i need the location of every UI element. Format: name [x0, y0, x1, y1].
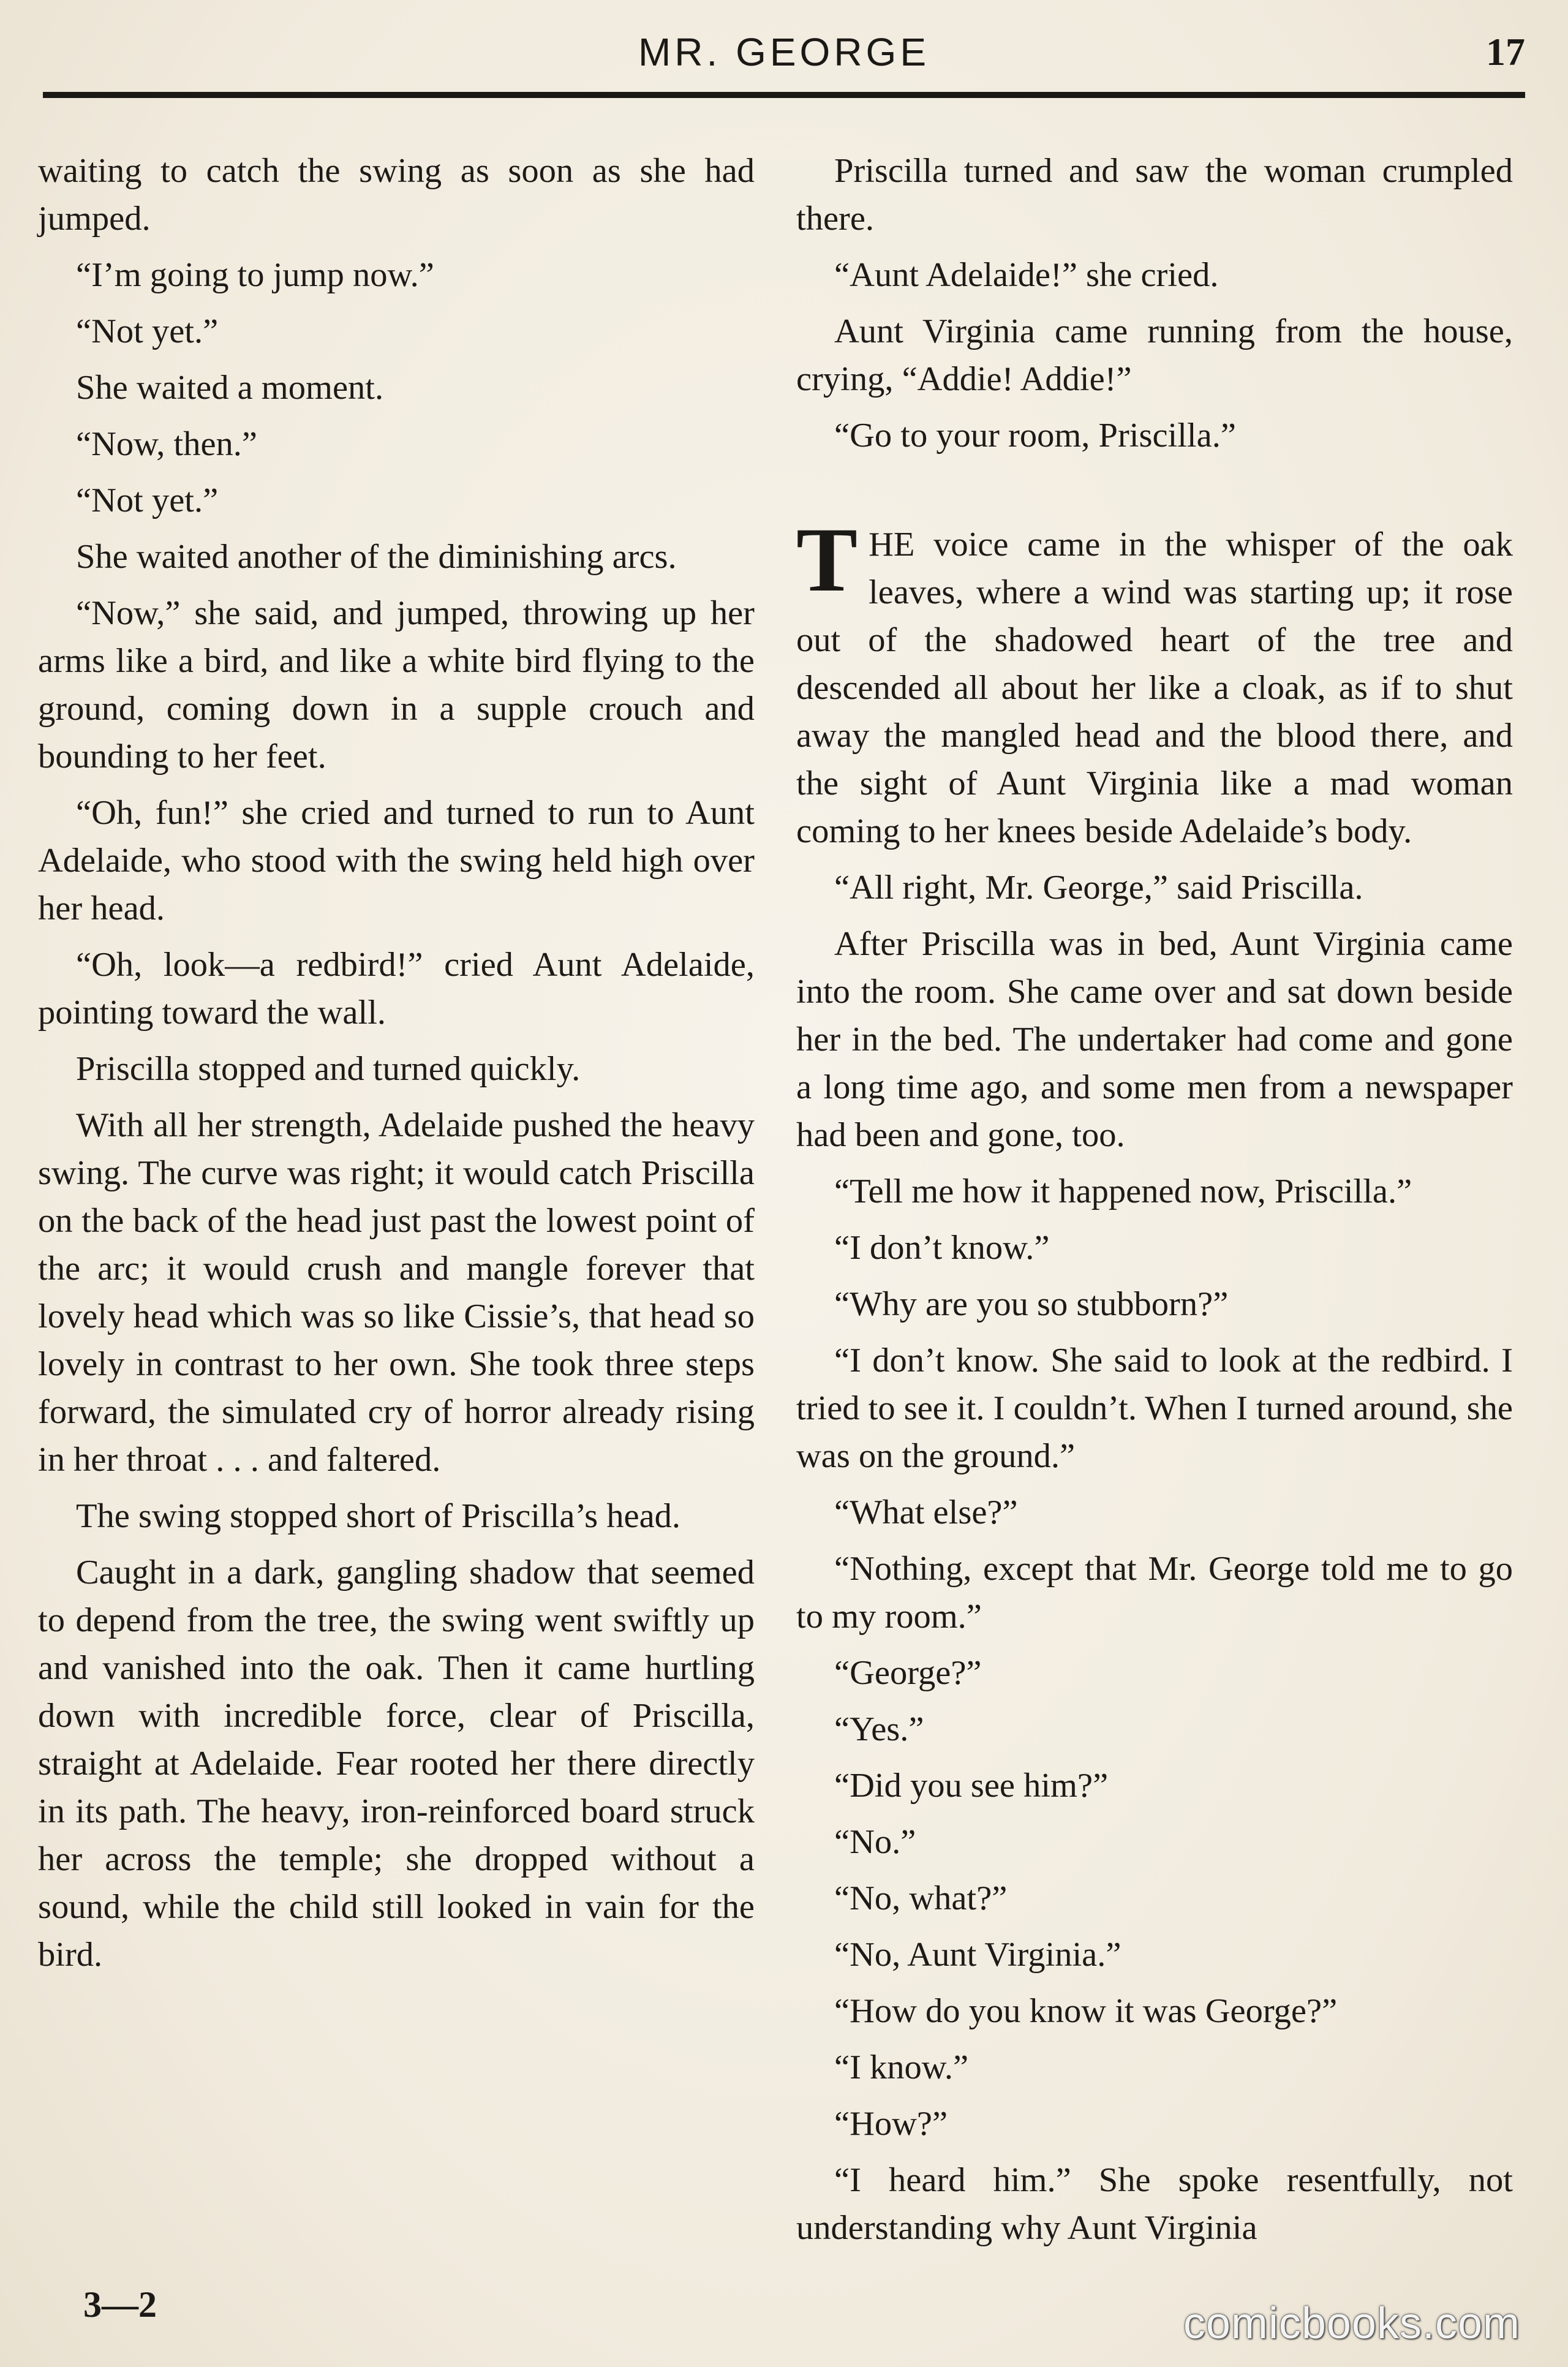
paragraph: “Now,” she said, and jumped, throwing up her arms like a bird, and like a white bird flying to the ground, coming down in a supple crouch and bounding to her feet.	[38, 594, 755, 776]
paragraph: “Not yet.”	[76, 481, 219, 519]
paragraph: With all her strength, Adelaide pushed the heavy swing. The curve was right; it would catch Priscilla on the back of the head just past the lowest point of the arc; it would crush and mangle forever that lovely head which was so like Cissie’s, that head so lovely in contrast to her own. She took three steps forward, the simulated cry of horror already rising in her throat . . . and faltered.	[38, 1106, 755, 1479]
signature-mark: 3—2	[83, 2284, 157, 2325]
paragraph: “I know.”	[834, 2048, 969, 2086]
paragraph: “Oh, fun!” she cried and turned to run to Aunt Adelaide, who stood with the swing held high over her head.	[38, 794, 755, 927]
right-column	[796, 147, 1513, 2260]
paragraph: She waited another of the diminishing arcs.	[76, 538, 677, 576]
paragraph: Priscilla turned and saw the woman crumpled there.	[796, 152, 1513, 238]
paragraph: “Oh, look—a redbird!” cried Aunt Adelaide, pointing toward the wall.	[38, 946, 755, 1032]
paragraph: “How?”	[834, 2105, 948, 2143]
drop-cap: T	[796, 509, 858, 611]
running-head: MR. GEORGE	[638, 30, 930, 74]
page-header	[43, 25, 1525, 92]
paragraph: waiting to catch the swing as soon as she had jumped.	[38, 152, 755, 238]
paragraph: Aunt Virginia came running from the house, crying, “Addie! Addie!”	[796, 312, 1513, 398]
paragraph: “No.”	[834, 1823, 916, 1861]
page-number: 17	[1486, 30, 1525, 74]
paragraph: “Why are you so stubborn?”	[834, 1285, 1229, 1323]
paragraph: “I’m going to jump now.”	[76, 256, 434, 294]
paragraph: “How do you know it was George?”	[834, 1992, 1338, 2030]
paragraph: “Not yet.”	[76, 312, 219, 350]
paragraph: “Nothing, except that Mr. George told me to go to my room.”	[796, 1550, 1513, 1636]
paragraph: “No, what?”	[834, 1879, 1008, 1917]
paragraph: She waited a moment.	[76, 369, 384, 407]
paragraph: Caught in a dark, gangling shadow that seemed to depend from the tree, the swing went swiftly up and vanished into the oak. Then it came hurtling down with incredible force, clear of Priscilla, straight at Adelaide. Fear rooted her there directly in its path. The heavy, iron-reinforced board struck her across the temple; she dropped without a sound, while the child still looked in vain for the bird.	[38, 1553, 755, 1974]
paragraph: “I don’t know.”	[834, 1229, 1050, 1267]
paragraph: After Priscilla was in bed, Aunt Virginia came into the room. She came over and sat down beside her in the bed. The undertaker had come and gone a long time ago, and some men from a newspaper had been and gone, too.	[796, 925, 1513, 1154]
paragraph: “Aunt Adelaide!” she cried.	[834, 256, 1219, 294]
paragraph: “Yes.”	[834, 1710, 924, 1748]
paragraph: “Now, then.”	[76, 425, 257, 463]
paragraph: “I heard him.” She spoke resentfully, not understanding why Aunt Virginia	[796, 2161, 1513, 2247]
paragraph: “I don’t know. She said to look at the redbird. I tried to see it. I couldn’t. When I turned around, she was on the ground.”	[796, 1342, 1513, 1475]
paragraph: The swing stopped short of Priscilla’s head.	[76, 1497, 681, 1535]
paragraph: “George?”	[834, 1654, 982, 1692]
header-rule	[43, 92, 1525, 98]
paragraph: “Go to your room, Priscilla.”	[834, 417, 1236, 455]
site-watermark: comicbooks.com	[1183, 2299, 1520, 2348]
paragraph: “What else?”	[834, 1493, 1018, 1531]
left-column	[38, 147, 755, 1987]
paragraph: “All right, Mr. George,” said Priscilla.	[834, 869, 1363, 907]
paragraph: “No, Aunt Virginia.”	[834, 1936, 1121, 1974]
paragraph: “Tell me how it happened now, Priscilla.”	[834, 1172, 1412, 1210]
paragraph: Priscilla stopped and turned quickly.	[76, 1050, 581, 1088]
section-opening-paragraph	[796, 509, 1513, 855]
section-opening-text: HE voice came in the whisper of the oak leaves, where a wind was starting up; it rose out of the shadowed heart of the tree and descended all about her like a cloak, as if to shut away the mangled head and the blood there, and the sight of Aunt Virginia like a mad woman coming to her knees beside Adelaide’s body.	[796, 526, 1513, 850]
paragraph: “Did you see him?”	[834, 1767, 1109, 1805]
